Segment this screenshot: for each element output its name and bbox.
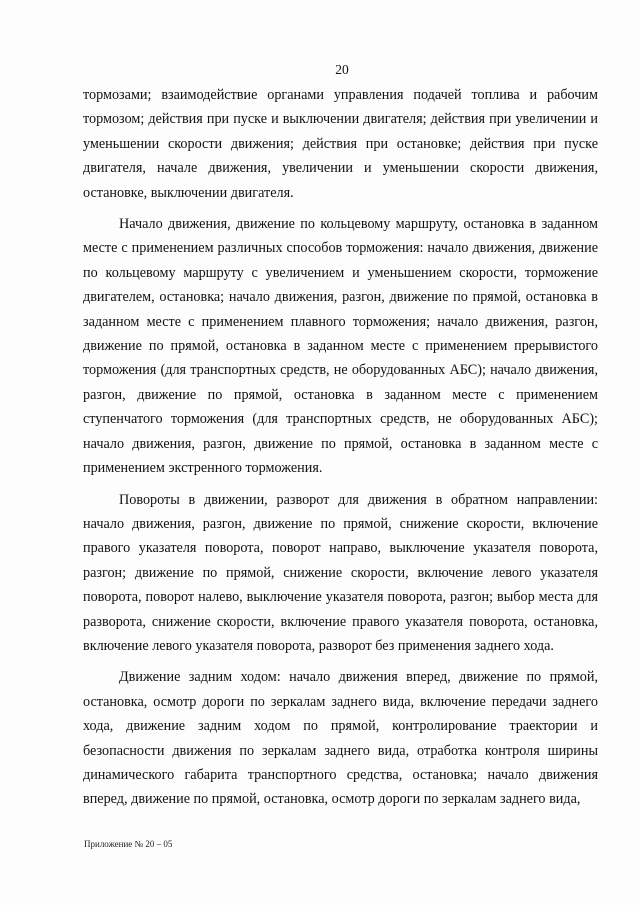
page-footer: Приложение № 20 – 05 (84, 839, 173, 849)
paragraph-reverse: Движение задним ходом: начало движения вперед, движение по прямой, остановка, осмотр дороги по зеркалам заднего вида, включение передачи заднего хода, движение задним ходом по прямой, контролирование траектории и безопасности движения по зеркалам заднего вида, отработка контроля ширины динамического габарита транспортного средства, остановка; начало движения вперед, движение по прямой, остановка, осмотр дороги по зеркалам заднего вида, (83, 669, 598, 808)
paragraph-continuation: тормозами; взаимодействие органами управления подачей топлива и рабочим тормозом; действия при пуске и выключении двигателя; действия при увеличении и уменьшении скорости движения; действия при остановке; действия при пуске двигателя, начале движения, увеличении и уменьшении скорости движения, остановке, выключении двигателя. (83, 87, 598, 201)
paragraph-turns: Повороты в движении, разворот для движения в обратном направлении: начало движения, разгон, движение по прямой, снижение скорости, включение правого указателя поворота, поворот направо, выключение указателя поворота, разгон; движение по прямой, снижение скорости, включение левого указателя поворота, поворот налево, выключение указателя поворота, разгон; выбор места для разворота, снижение скорости, включение правого указателя поворота, остановка, включение левого указателя поворота, разворот без применения заднего хода. (83, 491, 598, 654)
document-body (83, 83, 598, 812)
paragraph-start-stop: Начало движения, движение по кольцевому маршруту, остановка в заданном месте с применением различных способов торможения: начало движения, движение по кольцевому маршруту с увеличением и уменьшением скорости, торможение двигателем, остановка; начало движения, разгон, движение по прямой, остановка в заданном месте с применением плавного торможения; начало движения, разгон, движение по прямой, остановка в заданном месте с применением прерывистого торможения (для транспортных средств, не оборудованных АБС); начало движения, разгон, движение по прямой, остановка в заданном месте с применением ступенчатого торможения (для транспортных средств, не оборудованных АБС); начало движения, разгон, движение по прямой, остановка в заданном месте с применением экстренного торможения. (83, 216, 598, 477)
page-number: 20 (335, 62, 349, 77)
